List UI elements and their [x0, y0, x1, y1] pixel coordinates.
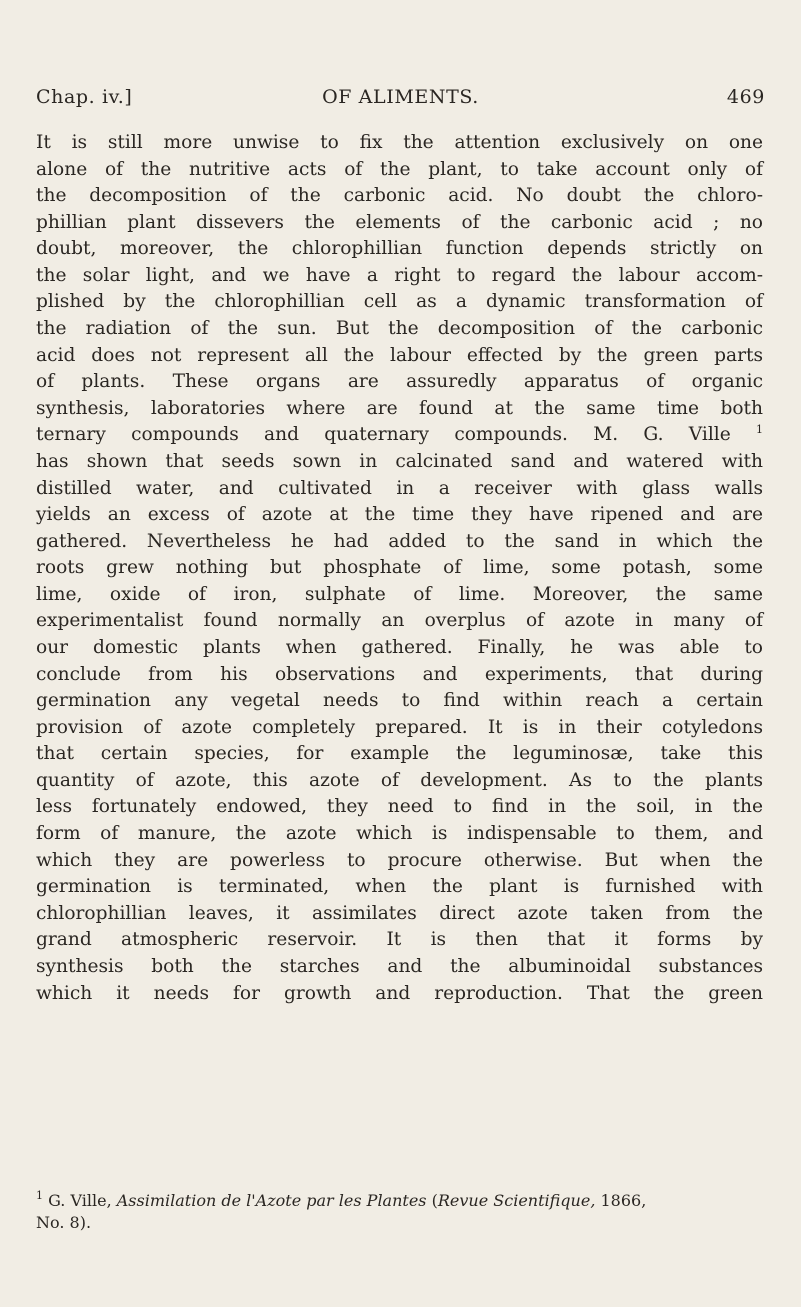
body-paragraph: [36, 130, 763, 1007]
text-line: gathered. Nevertheless he had added to the sand in which the: [36, 530, 763, 552]
footnote-reference: 1: [756, 423, 763, 437]
footnote-journal: Revue Scientifique,: [437, 1191, 596, 1210]
text-line: germination is terminated, when the plant is furnished with: [36, 876, 763, 898]
footnote: [36, 1190, 763, 1234]
text-line: synthesis both the starches and the albuminoidal substances: [36, 955, 763, 977]
footnote-title: Assimilation de l'Azote par les Plantes: [116, 1191, 427, 1210]
text-line: chlorophillian leaves, it assimilates direct azote taken from the: [36, 902, 763, 924]
text-line: our domestic plants when gathered. Finally, he was able to: [36, 636, 763, 658]
text-line: which it needs for growth and reproduction. That the green: [36, 982, 763, 1004]
text-line: germination any vegetal needs to find within reach a certain: [36, 690, 763, 712]
text-line: of plants. These organs are assuredly apparatus of organic: [36, 371, 763, 393]
running-header: [36, 86, 765, 112]
text-line: synthesis, laboratories where are found at the same time both: [36, 397, 763, 419]
text-line: grand atmospheric reservoir. It is then that it forms by: [36, 929, 763, 951]
text-line: lime, oxide of iron, sulphate of lime. Moreover, the same: [36, 583, 763, 605]
text-line-content: ternary compounds and quaternary compounds. M. G. Ville: [36, 424, 731, 446]
text-line: that certain species, for example the leguminosæ, take this: [36, 743, 763, 765]
text-line: experimentalist found normally an overplus of azote in many of: [36, 610, 763, 632]
text-line: phillian plant dissevers the elements of the carbonic acid ; no: [36, 211, 763, 233]
text-line: alone of the nutritive acts of the plant, to take account only of: [36, 158, 763, 180]
text-line: form of manure, the azote which is indispensable to them, and: [36, 823, 763, 845]
footnote-author: G. Ville,: [48, 1191, 112, 1210]
footnote-open-paren: (: [431, 1191, 438, 1210]
text-line: the radiation of the sun. But the decomposition of the carbonic: [36, 318, 763, 340]
text-line: doubt, moreover, the chlorophillian function depends strictly on: [36, 238, 763, 260]
text-line: acid does not represent all the labour effected by the green parts: [36, 344, 763, 366]
text-line: quantity of azote, this azote of development. As to the plants: [36, 769, 763, 791]
text-line: conclude from his observations and experiments, that during: [36, 663, 763, 685]
text-line: the decomposition of the carbonic acid. No doubt the chloro-: [36, 185, 763, 207]
running-title: OF ALIMENTS.: [322, 86, 479, 108]
page-number: 469: [726, 86, 765, 108]
chapter-label: Chap. iv.]: [36, 86, 133, 108]
text-line: roots grew nothing but phosphate of lime, some potash, some: [36, 557, 763, 579]
text-line: It is still more unwise to fix the attention exclusively on one: [36, 132, 763, 153]
text-line: plished by the chlorophillian cell as a dynamic transformation of: [36, 291, 763, 313]
text-line: the solar light, and we have a right to regard the labour accom-: [36, 264, 763, 286]
footnote-year: 1866,: [600, 1191, 647, 1210]
text-line: which they are powerless to procure otherwise. But when the: [36, 849, 763, 871]
footnote-number: No. 8).: [36, 1213, 92, 1232]
text-line: provision of azote completely prepared. It is in their cotyledons: [36, 716, 763, 738]
text-line: distilled water, and cultivated in a receiver with glass walls: [36, 477, 763, 499]
footnote-line: [36, 1212, 763, 1234]
footnote-marker: 1: [36, 1189, 43, 1202]
text-line: has shown that seeds sown in calcinated sand and watered with: [36, 450, 763, 472]
footnote-line: [36, 1190, 763, 1212]
text-line: less fortunately endowed, they need to find in the soil, in the: [36, 796, 763, 818]
text-line-with-footnote-ref: [36, 422, 763, 449]
text-line: yields an excess of azote at the time they have ripened and are: [36, 504, 763, 526]
